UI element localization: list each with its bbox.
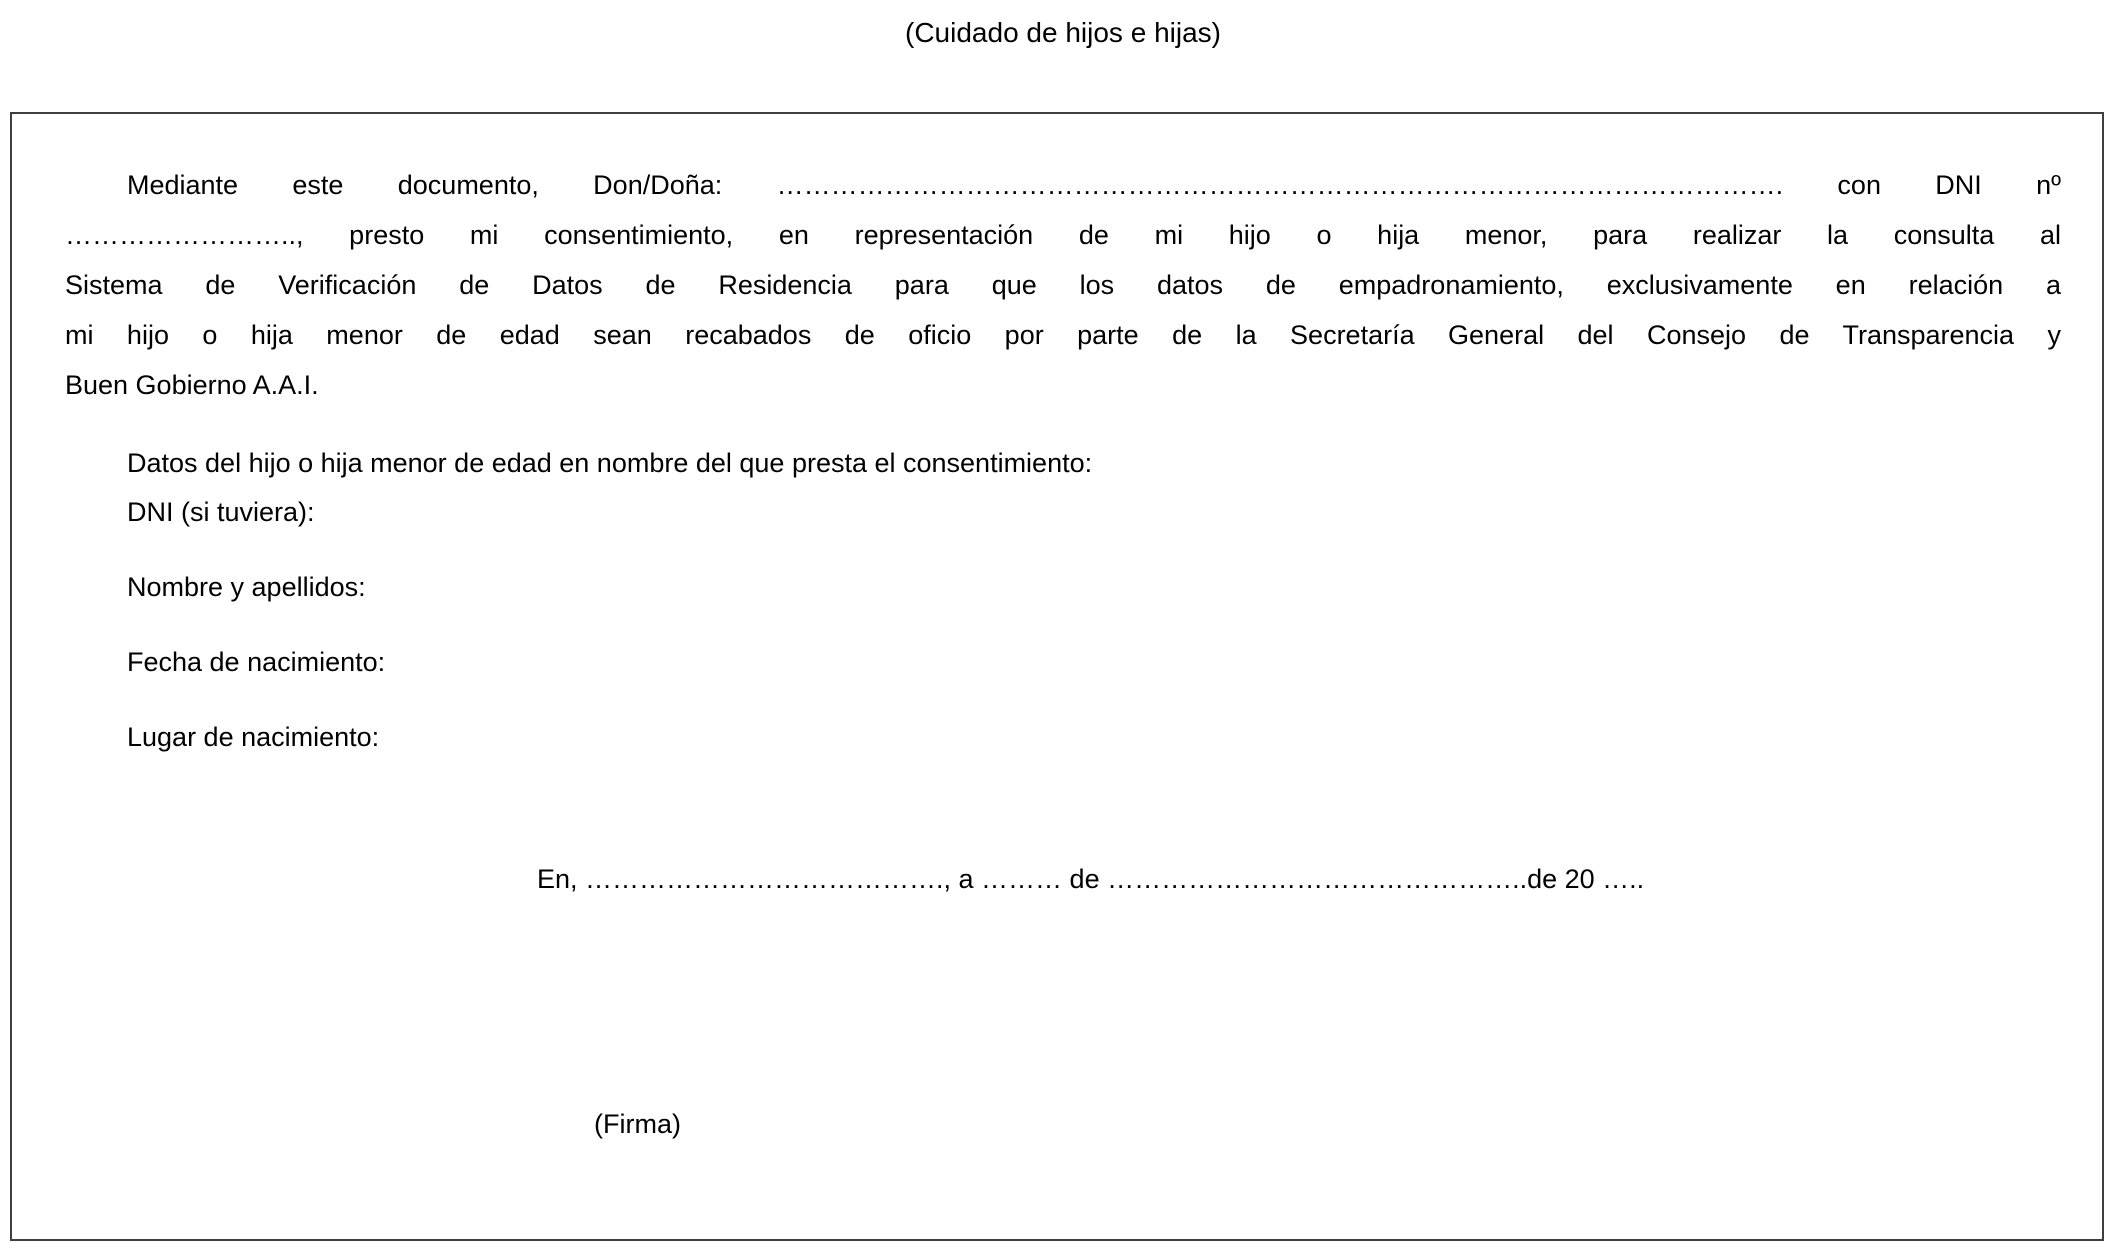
field-label-dni: DNI (si tuviera):: [127, 497, 315, 527]
section-label-child-data: Datos del hijo o hija menor de edad en nombre del que presta el consentimiento:: [127, 448, 1093, 478]
date-line: En, …………………………………., a ……… de ………………………………………..de 20 …..: [537, 864, 1645, 894]
field-label-birth-date: Fecha de nacimiento:: [127, 647, 386, 677]
paragraph-line: Buen Gobierno A.A.I.: [65, 370, 319, 400]
page-title: (Cuidado de hijos e hijas): [905, 17, 1221, 48]
paragraph-line: …………………….., presto mi consentimiento, en representación de mi hijo o hija menor, para realizar la consulta al: [65, 220, 2061, 250]
paragraph-line: Sistema de Verificación de Datos de Residencia para que los datos de empadronamiento, exclusivamente en relación a: [65, 270, 2061, 300]
paragraph-line: Mediante este documento, Don/Doña: …………………………………………………………………………………………………. con DNI nº: [127, 170, 2061, 200]
field-label-birth-place: Lugar de nacimiento:: [127, 722, 380, 752]
field-label-name-surname: Nombre y apellidos:: [127, 572, 366, 602]
paragraph-line: mi hijo o hija menor de edad sean recabados de oficio por parte de la Secretaría General del Consejo de Transparencia y: [65, 320, 2061, 350]
signature-label: (Firma): [594, 1109, 681, 1139]
consent-paragraph: [65, 160, 2061, 410]
document-box: [10, 112, 2104, 1241]
